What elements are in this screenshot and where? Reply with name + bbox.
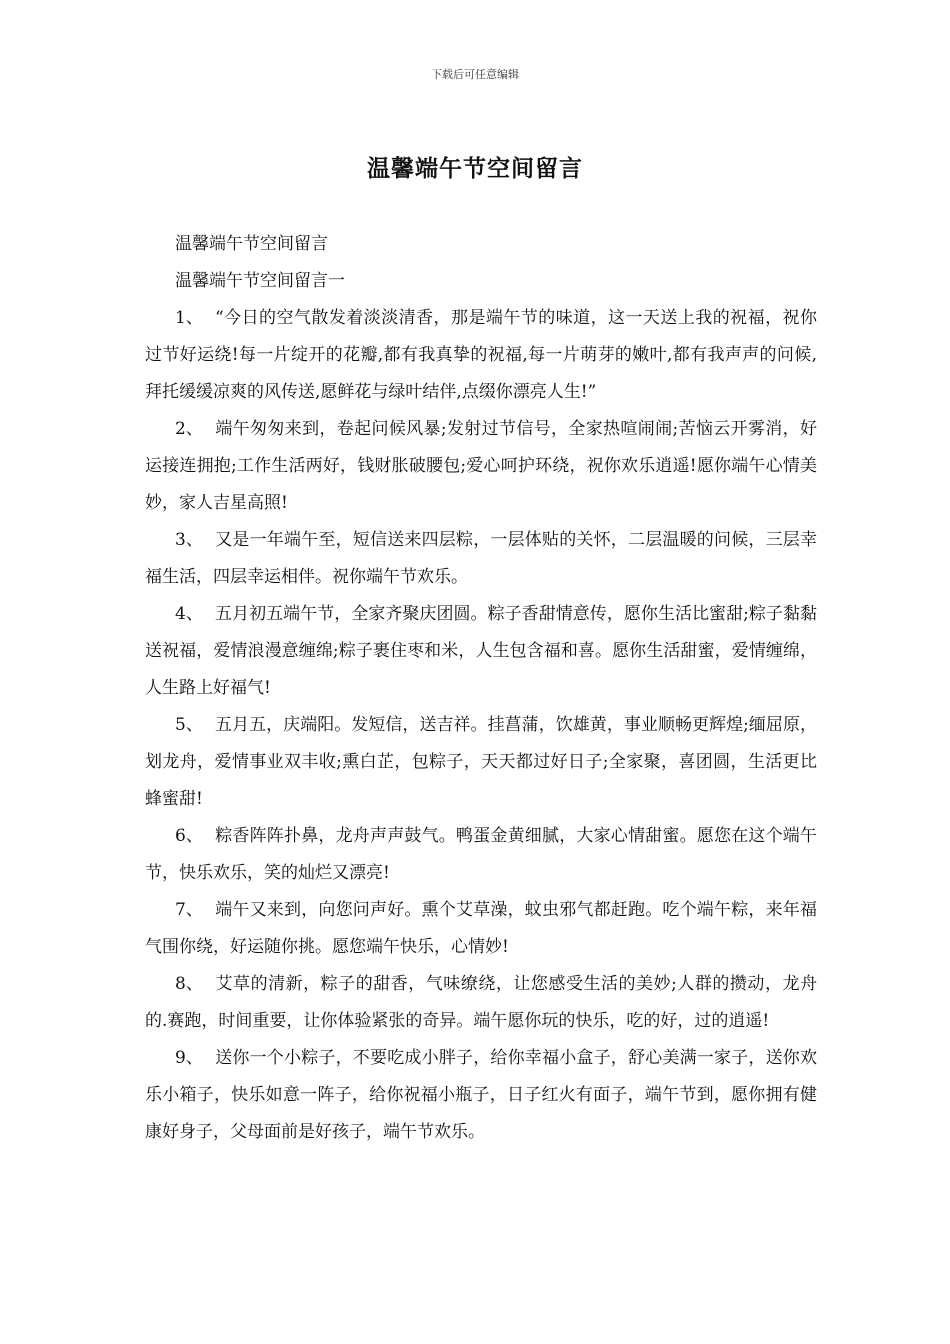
list-item bbox=[145, 300, 817, 411]
item-text: 粽香阵阵扑鼻，龙舟声声鼓气。鸭蛋金黄细腻，大家心情甜蜜。愿您在这个端午节，快乐欢乐，笑的灿烂又漂亮! bbox=[145, 826, 817, 883]
item-number: 9、 bbox=[175, 1048, 203, 1068]
list-item bbox=[145, 596, 817, 707]
item-number: 1、 bbox=[175, 308, 203, 328]
item-number: 3、 bbox=[175, 530, 203, 550]
item-text: “今日的空气散发着淡淡清香，那是端午节的味道，这一天送上我的祝福，祝你过节好运绕!每一片绽开的花瓣,都有我真挚的祝福,每一片萌芽的嫩叶,都有我声声的问候,拜托缓缓凉爽的风传送,愿鲜花与绿叶结伴,点缀你漂亮人生!” bbox=[145, 308, 817, 402]
item-number: 4、 bbox=[175, 604, 203, 624]
list-item bbox=[145, 892, 817, 966]
item-text: 端午匆匆来到，卷起问候风暴;发射过节信号，全家热喧闹闹;苦恼云开雾消，好运接连拥抱;工作生活两好，钱财胀破腰包;爱心呵护环绕，祝你欢乐逍遥!愿你端午心情美妙，家人吉星高照! bbox=[145, 419, 817, 513]
item-number: 2、 bbox=[175, 419, 203, 439]
document-body bbox=[145, 226, 817, 1151]
item-number: 8、 bbox=[175, 974, 203, 994]
list-item bbox=[145, 707, 817, 818]
list-item bbox=[145, 818, 817, 892]
document-title: 温馨端午节空间留言 bbox=[367, 155, 583, 182]
section-heading: 温馨端午节空间留言一 bbox=[175, 271, 345, 291]
item-number: 6、 bbox=[175, 826, 203, 846]
item-number: 7、 bbox=[175, 900, 203, 920]
header-note: 下载后可任意编辑 bbox=[431, 68, 519, 81]
item-text: 送你一个小粽子，不要吃成小胖子，给你幸福小盒子，舒心美满一家子，送你欢乐小箱子，快乐如意一阵子，给你祝福小瓶子，日子红火有面子，端午节到，愿你拥有健康好身子，父母面前是好孩子，端午节欢乐。 bbox=[145, 1048, 817, 1142]
item-text: 又是一年端午至，短信送来四层粽，一层体贴的关怀，二层温暖的问候，三层幸福生活，四层幸运相伴。祝你端午节欢乐。 bbox=[145, 530, 817, 587]
item-text: 五月初五端午节，全家齐聚庆团圆。粽子香甜情意传，愿你生活比蜜甜;粽子黏黏送祝福，爱情浪漫意缠绵;粽子裹住枣和米，人生包含福和喜。愿你生活甜蜜，爱情缠绵，人生路上好福气! bbox=[145, 604, 817, 698]
item-text: 五月五，庆端阳。发短信，送吉祥。挂菖蒲，饮雄黄，事业顺畅更辉煌;缅屈原，划龙舟，爱情事业双丰收;熏白芷，包粽子，天天都过好日子;全家聚，喜团圆，生活更比蜂蜜甜! bbox=[145, 715, 817, 809]
list-item bbox=[145, 411, 817, 522]
list-item bbox=[145, 966, 817, 1040]
item-text: 艾草的清新，粽子的甜香，气味缭绕，让您感受生活的美妙;人群的攒动，龙舟的.赛跑，时间重要，让你体验紧张的奇异。端午愿你玩的快乐，吃的好，过的逍遥! bbox=[145, 974, 817, 1031]
subtitle: 温馨端午节空间留言 bbox=[175, 234, 328, 254]
list-item bbox=[145, 1040, 817, 1151]
list-item bbox=[145, 522, 817, 596]
item-number: 5、 bbox=[175, 715, 203, 735]
item-text: 端午又来到，向您问声好。熏个艾草澡，蚊虫邪气都赶跑。吃个端午粽，来年福气围你绕，好运随你挑。愿您端午快乐，心情妙! bbox=[145, 900, 817, 957]
